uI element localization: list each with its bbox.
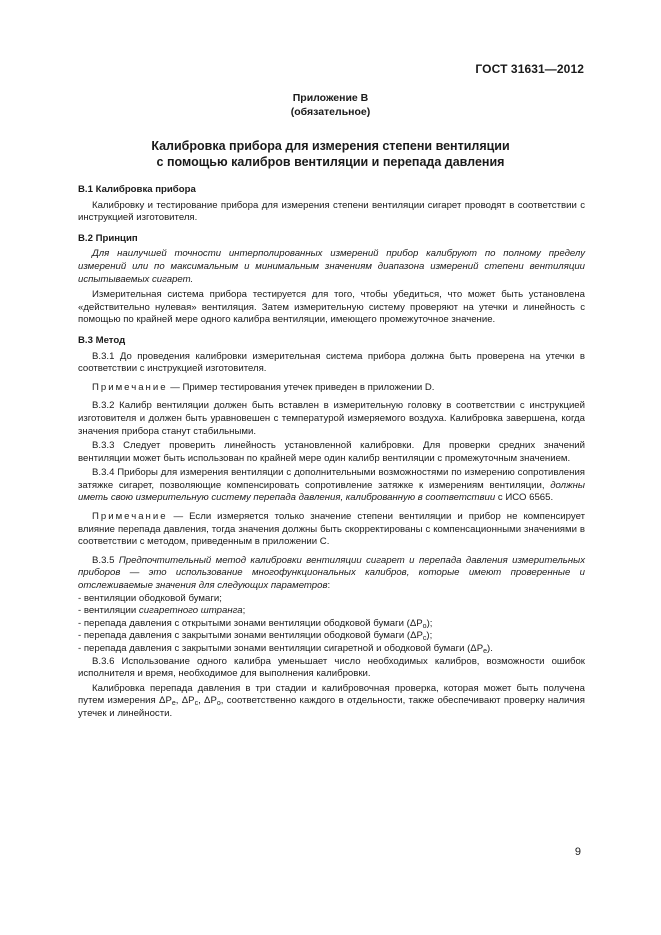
list-item-3-text: - перепада давления с открытыми зонами вентиляции ободковой бумаги (ΔP [78, 617, 423, 629]
list-item-3-sub: o [422, 622, 427, 630]
list-item [78, 643, 585, 656]
final-sub-e: e [171, 700, 176, 708]
final-sep-2: , [198, 695, 205, 707]
list-item-2-tail: ; [242, 605, 246, 617]
final-dpc: ΔP [181, 695, 195, 707]
list-item [78, 630, 585, 643]
list-item-2-plain: - вентиляции [78, 605, 139, 617]
note-1-label: Примечание [92, 381, 168, 393]
section-b2-italic: Для наилучшей точности интерполированных измерений прибор калибруют по полному пределу измерений или по максимальным и минимальным значениям диапазона измерений степени вентиляции испытываемых сигарет. [78, 248, 585, 285]
list-item-3-tail: ); [426, 617, 433, 629]
note-2-text: — Если измеряется только значение степени вентиляции и прибор не компенсирует влияние перепада давления, тогда значения должны быть скорректированы с компенсационными значениями в соответствии с методом, приведенным в приложении С. [78, 511, 585, 548]
clause-b34-plain: В.3.4 Приборы для измерения вентиляции с дополнительными возможностями по измерению сопротивления затяжке сигарет, позволяющие компенсировать сопротивление затяжке к измерениям вентиляции, [78, 467, 585, 491]
note-2 [78, 511, 585, 549]
final-text-2: , соответственно каждого в отдельности, также обеспечивают проверку наличия утечек и линейности. [78, 695, 585, 719]
clause-b33: В.3.3 Следует проверить линейность установленной калибровки. Для проверки средних значений вентиляции может быть использован по крайней мере один калибр вентиляции с промежуточным значением. [78, 440, 585, 464]
annex-heading-line1: Калибровка прибора для измерения степени вентиляции [151, 139, 510, 153]
list-item-2-italic: сигаретного штранга [138, 605, 243, 617]
page-number: 9 [574, 846, 581, 858]
annex-title: Приложение В [292, 92, 369, 104]
annex-heading [0, 138, 661, 170]
section-b1-text: Калибровку и тестирование прибора для измерения степени вентиляции сигарет проводят в соответствии с инструкцией изготовителя. [78, 199, 585, 224]
annex-status: (обязательное) [290, 106, 371, 118]
list-item-4-sub: c [422, 635, 427, 643]
section-b2-title: В.2 Принцип [78, 232, 138, 244]
clause-b32: В.3.2 Калибр вентиляции должен быть вставлен в измерительную головку в соответствии с инструкцией изготовителя и должен быть уравновешен с температурой измеряемого воздуха. Калибровка завершена, когда значения прибора станут стабильными. [78, 400, 585, 437]
final-paragraph [78, 683, 585, 721]
final-sub-c: c [194, 700, 199, 708]
list-item: - вентиляции ободковой бумаги; [78, 592, 222, 604]
list-item-5-tail: ). [487, 643, 493, 654]
final-sep-1: , [175, 695, 182, 707]
clause-b36: В.3.6 Использование одного калибра уменьшает число необходимых калибров, возможности ошибок исполнителя и время, необходимое для выполнения калибровки. [78, 655, 585, 680]
clause-b34-tail: с ИСО 6565. [495, 492, 554, 504]
final-dpo: ΔP [204, 695, 217, 707]
list-item-4-tail: ); [426, 630, 433, 642]
clause-b31: В.3.1 До проведения калибровки измерительная система прибора должна быть проверена на утечки в соответствии с инструкцией изготовителя. [78, 350, 585, 375]
clause-b35-italic: Предпочтительный метод калибровки вентиляции сигарет и перепада давления измерительных приборов — это использование многофункциональных калибров, которые имеют проверенные и отслеживаемые значения для следующих параметров [78, 554, 585, 592]
final-dpe: ΔP [159, 695, 172, 707]
final-sub-o: o [216, 700, 221, 708]
note-1 [78, 382, 585, 395]
final-text-1: Калибровка перепада давления в три стадии и калибровочная проверка, которая может быть получена путем измерения [78, 682, 585, 707]
note-1-text: — Пример тестирования утечек приведен в приложении D. [167, 381, 435, 393]
annex-heading-line2: с помощью калибров вентиляции и перепада давления [156, 155, 505, 169]
list-item-5-sub: e [483, 648, 488, 655]
list-item [78, 605, 585, 618]
note-2-label: Примечание [92, 511, 168, 523]
document-body [78, 182, 585, 721]
section-b2-text: Измерительная система прибора тестируется для того, чтобы убедиться, что может быть установлена «действительно нулевая» вентиляция. Затем измерительную систему проверяют на утечки и линейность с помощью по крайней мере одного калибра вентиляции, имеющего промежуточное значение. [78, 289, 585, 326]
clause-b35-colon: : [327, 580, 331, 592]
list-item [78, 618, 585, 631]
section-b1-title: В.1 Калибровка прибора [78, 184, 196, 195]
clause-b34 [78, 467, 585, 505]
section-b3-title: В.3 Метод [78, 334, 126, 346]
list-item-4-text: - перепада давления с закрытыми зонами вентиляции ободковой бумаги (ΔP [78, 630, 423, 642]
clause-b35 [78, 555, 585, 593]
clause-b35-plain: В.3.5 [92, 554, 119, 566]
clause-b34-italic: должны иметь свою измерительную систему перепада давления, калиброванную в соответствии [78, 479, 585, 504]
document-id: ГОСТ 31631—2012 [475, 62, 584, 76]
list-item-5-text: - перепада давления с закрытыми зонами вентиляции сигаретной и ободковой бумаги (ΔP [78, 643, 484, 654]
